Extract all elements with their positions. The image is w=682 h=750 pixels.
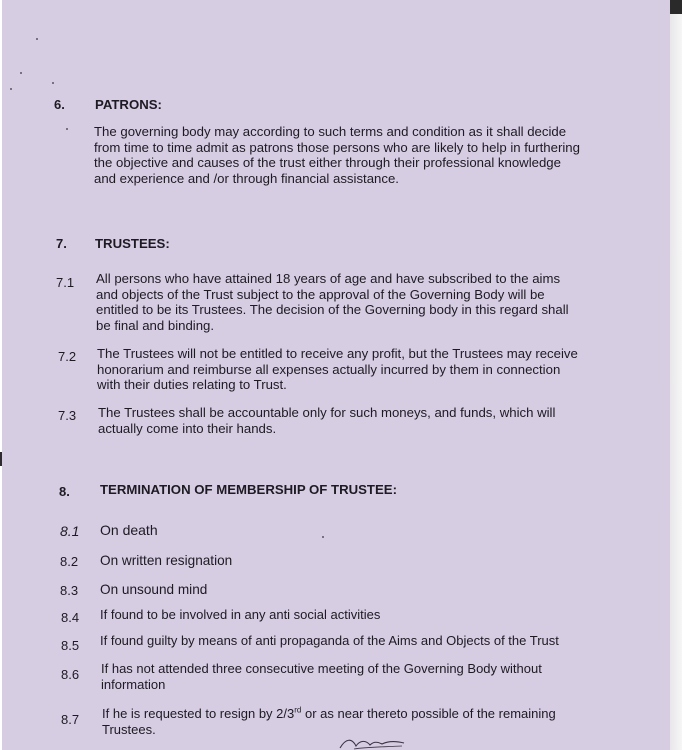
clause-number: 7.1 — [56, 275, 75, 290]
clause-text: The Trustees shall be accountable only for such moneys, and funds, which will actually come into their hands. — [98, 405, 556, 436]
clause-number: 8.1 — [60, 523, 80, 539]
scan-speck — [36, 38, 38, 40]
clause-number: 8.7 — [61, 712, 80, 727]
section-heading: PATRONS: — [95, 97, 162, 112]
section-paragraph: The governing body may according to such terms and condition as it shall decide from time to time admit as patrons those persons who are likely to help in furthering the objective and causes of the trust either through their professional knowledge and experience and /or through financial assistance. — [94, 124, 580, 186]
scan-right-edge — [670, 14, 682, 750]
clause-text: If found guilty by means of anti propaganda of the Aims and Objects of the Trust — [100, 633, 559, 648]
clause-text: If found to be involved in any anti social activities — [100, 607, 381, 622]
scan-speck — [10, 88, 12, 90]
clause-number: 7.2 — [58, 349, 77, 364]
clause-text: The Trustees will not be entitled to receive any profit, but the Trustees may receive honorarium and reimburse all expenses actually incurred by them in connection with their duties relating to Trust. — [97, 346, 578, 393]
section-number: 8. — [59, 484, 70, 499]
clause-number: 8.2 — [60, 554, 79, 569]
clause-text: On unsound mind — [100, 582, 208, 597]
clause-number: 8.4 — [61, 610, 80, 625]
section-heading: TRUSTEES: — [95, 236, 170, 251]
clause-text: On written resignation — [100, 553, 233, 568]
handwritten-signature — [336, 734, 408, 750]
clause-text: If he is requested to resign by 2/3rd or as near thereto possible of the remaining Trustees. — [102, 705, 556, 737]
scan-speck — [20, 72, 22, 74]
scan-speck — [66, 128, 68, 130]
clause-text: If has not attended three consecutive meeting of the Governing Body without information — [101, 661, 542, 692]
scan-speck — [322, 536, 324, 538]
section-number: 6. — [54, 97, 65, 112]
section-number: 7. — [56, 236, 67, 251]
scan-speck — [52, 82, 54, 84]
clause-text: On death — [100, 522, 158, 538]
clause-text: All persons who have attained 18 years of age and have subscribed to the aims and objects of the Trust subject to the approval of the Governing Body will be entitled to be its Trustees. The decision of the Governing body in this regard shall be final and binding. — [96, 271, 569, 333]
clause-number: 8.6 — [61, 667, 80, 682]
clause-number: 8.5 — [61, 638, 80, 653]
scan-mark — [0, 452, 2, 466]
clause-number: 8.3 — [60, 583, 79, 598]
section-heading: TERMINATION OF MEMBERSHIP OF TRUSTEE: — [100, 482, 397, 497]
clause-number: 7.3 — [58, 408, 77, 423]
